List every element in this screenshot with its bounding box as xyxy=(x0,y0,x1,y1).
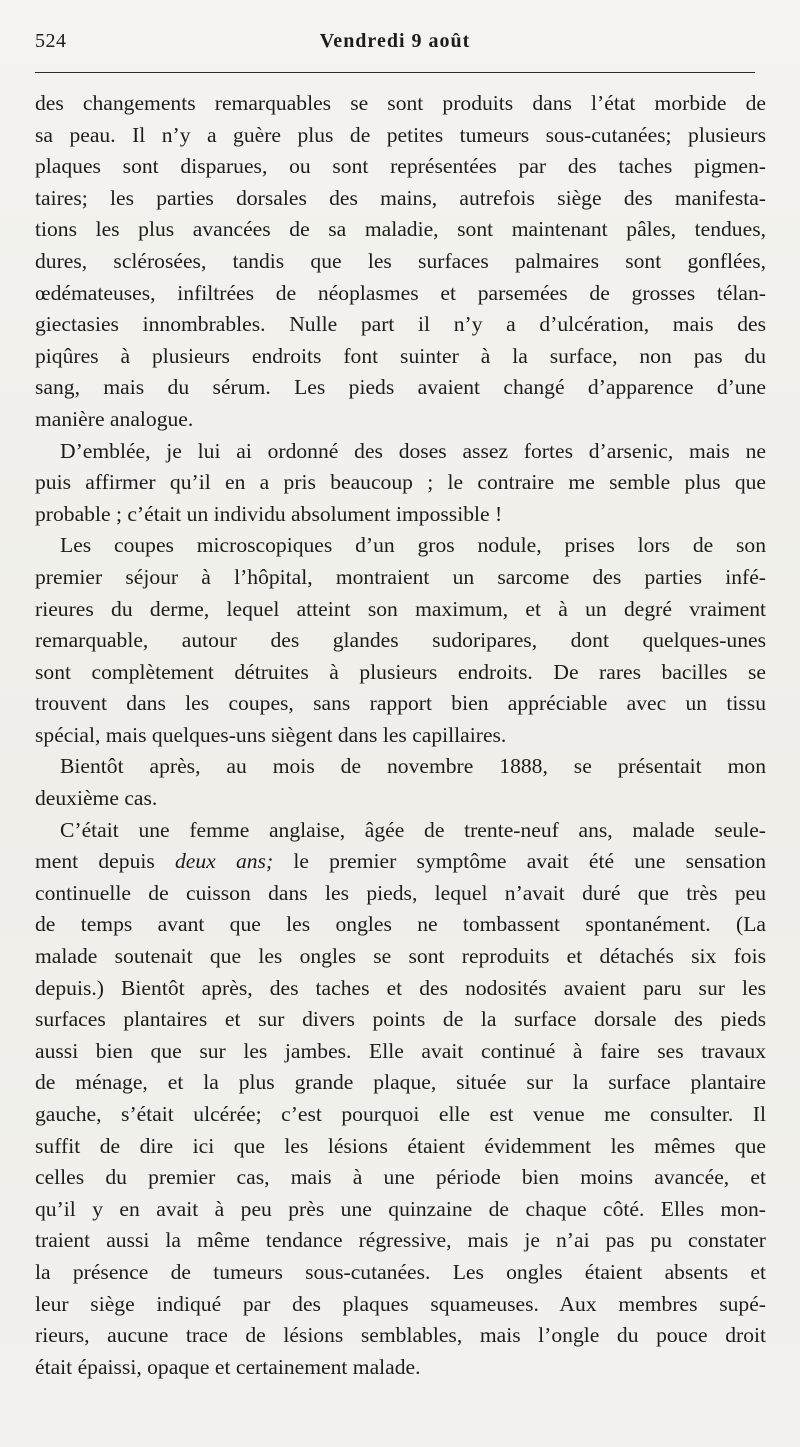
text-line: spécial, mais quelques-uns siègent dans les capillaires. xyxy=(35,722,507,747)
paragraph-start-line: Les coupes microscopiques d’un gros nodule, prises lors de son xyxy=(60,533,766,558)
text-line: rieurs, aucune trace de lésions semblables, mais l’ongle du pouce droit xyxy=(35,1323,766,1348)
text-line: était épaissi, opaque et certainement malade. xyxy=(35,1354,421,1379)
text-line: sa peau. Il n’y a guère plus de petites tumeurs sous-cutanées; plusieurs xyxy=(35,122,766,147)
text-line: surfaces plantaires et sur divers points de la surface dorsale des pieds xyxy=(35,1007,766,1032)
italic-phrase: deux ans; xyxy=(174,849,274,874)
text-line: malade soutenait que les ongles se sont reproduits et détachés six fois xyxy=(35,944,766,969)
text-line: suffit de dire ici que les lésions étaient évidemment les mêmes que xyxy=(35,1133,766,1158)
page-number: 524 xyxy=(35,30,67,52)
text-line: rieures du derme, lequel atteint son maximum, et à un degré vraiment xyxy=(35,596,766,621)
text-line: taires; les parties dorsales des mains, autrefois siège des manifesta- xyxy=(35,185,766,210)
text-line: œdémateuses, infiltrées de néoplasmes et parsemées de grosses télan- xyxy=(35,280,766,305)
text-line: remarquable, autour des glandes sudoripares, dont quelques-unes xyxy=(35,628,766,653)
text-line: probable ; c’était un individu absolument impossible ! xyxy=(35,501,503,526)
text-line: premier séjour à l’hôpital, montraient un sarcome des parties infé- xyxy=(35,564,766,589)
text-line: manière analogue. xyxy=(35,406,194,431)
text-line: tions les plus avancées de sa maladie, sont maintenant pâles, tendues, xyxy=(35,217,766,242)
text-line: leur siège indiqué par des plaques squameuses. Aux membres supé- xyxy=(35,1291,766,1316)
paragraph-start-line: Bientôt après, au mois de novembre 1888, se présentait mon xyxy=(60,754,766,779)
text-line: puis affirmer qu’il en a pris beaucoup ; le contraire me semble plus que xyxy=(35,470,766,495)
paragraph-start-line: C’était une femme anglaise, âgée de trente-neuf ans, malade seule- xyxy=(60,817,766,842)
body-text xyxy=(35,88,766,1383)
text-line: dures, sclérosées, tandis que les surfaces palmaires sont gonflées, xyxy=(35,248,766,273)
text-line: aussi bien que sur les jambes. Elle avait continué à faire ses travaux xyxy=(35,1038,766,1063)
paragraph-start-line: D’emblée, je lui ai ordonné des doses assez fortes d’arsenic, mais ne xyxy=(60,438,766,463)
text-line: celles du premier cas, mais à une période bien moins avancée, et xyxy=(35,1165,766,1190)
text-segment: le premier symptôme avait été une sensation xyxy=(293,849,766,874)
text-line: des changements remarquables se sont produits dans l’état morbide de xyxy=(35,91,766,115)
text-line: de ménage, et la plus grande plaque, située sur la surface plantaire xyxy=(35,1070,766,1095)
text-line: trouvent dans les coupes, sans rapport bien appréciable avec un tissu xyxy=(35,691,766,716)
text-line: gauche, s’était ulcérée; c’est pourquoi elle est venue me consulter. Il xyxy=(35,1102,766,1126)
text-line: giectasies innombrables. Nulle part il n’y a d’ulcération, mais des xyxy=(35,312,766,337)
header-rule xyxy=(35,72,755,73)
text-line: la présence de tumeurs sous-cutanées. Les ongles étaient absents et xyxy=(35,1259,766,1284)
text-line: sont complètement détruites à plusieurs endroits. De rares bacilles se xyxy=(35,659,766,684)
text-line: sang, mais du sérum. Les pieds avaient changé d’apparence d’une xyxy=(35,375,766,400)
text-line: qu’il y en avait à peu près une quinzaine de chaque côté. Elles mon- xyxy=(35,1196,766,1221)
text-line: piqûres à plusieurs endroits font suinter à la surface, non pas du xyxy=(35,343,766,368)
text-line: continuelle de cuisson dans les pieds, lequel n’avait duré que très peu xyxy=(35,880,766,905)
text-line: traient aussi la même tendance régressive, mais je n’ai pas pu constater xyxy=(35,1228,766,1253)
text-line xyxy=(35,846,766,878)
text-line: de temps avant que les ongles ne tombassent spontanément. (La xyxy=(35,912,766,937)
text-segment: ment depuis xyxy=(35,849,155,874)
text-line: depuis.) Bientôt après, des taches et des nodosités avaient paru sur les xyxy=(35,975,766,1000)
text-line: plaques sont disparues, ou sont représentées par des taches pigmen- xyxy=(35,154,766,179)
text-line: deuxième cas. xyxy=(35,786,158,811)
page-header xyxy=(35,30,755,60)
running-title: Vendredi 9 août xyxy=(319,30,471,52)
